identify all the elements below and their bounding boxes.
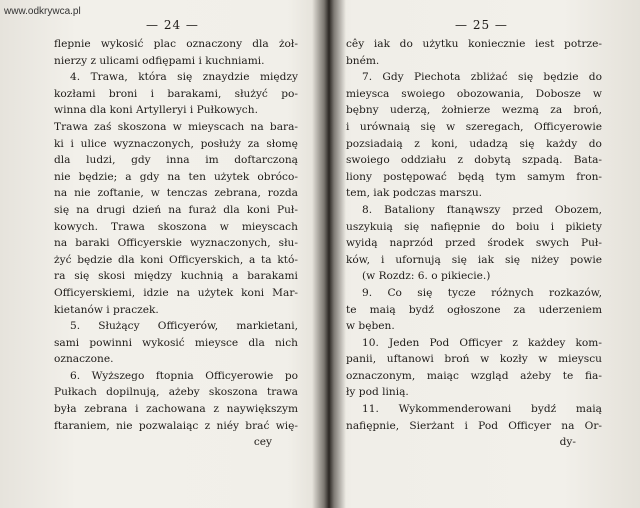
text-line: dy- — [559, 436, 576, 449]
text-line: ły pod linią. — [346, 386, 409, 399]
text-line: na baraki Officyerskie wyznaczonych, słu- — [54, 237, 298, 250]
text-line: nie będzie; a gdy na ten użytek obróco- — [54, 170, 298, 183]
text-line: (w Rozdz: 6. o pikiecie.) — [362, 270, 491, 283]
text-line: 6. Wyższego ftopnia Officyerowie po — [70, 369, 298, 382]
text-line: swoiego oddziału z dobytą szpadą. Bata- — [346, 154, 602, 167]
text-line: cêy iak do użytku koniecznie iest potrze- — [346, 38, 602, 50]
text-line: 7. Gdy Piechota zbliżać się będzie do — [362, 71, 602, 84]
text-line: bném. — [346, 54, 380, 67]
text-line: kowych. Trawa skoszona w mieyscach — [54, 220, 298, 233]
text-line: Trawa zaś skoszona w mieyscach na bara- — [54, 120, 298, 133]
text-line: była zebrana i zachowana z naywiększym — [54, 403, 298, 416]
text-line: na nie zoftanie, w tenczas zebrana, rozda — [54, 187, 298, 200]
text-line: nafiępnie, Sierżant i Pod Officyer na Or- — [346, 419, 602, 432]
text-line: cey — [253, 436, 272, 449]
text-line: te maią bydź ogłoszone za uderzeniem — [346, 303, 602, 316]
text-line: się na drugi dzień na furaż dla koni Puł- — [54, 203, 298, 216]
text-line: i urównaią się w szeregach, Officyerowie — [346, 120, 602, 133]
text-line: nierzy z ulicami odfiępami i kuchniami. — [54, 54, 265, 67]
text-line: Pułkach dopilnują, ażeby skoszona trawa — [54, 386, 298, 399]
text-line: kietanów i praczek. — [54, 303, 159, 316]
text-line: liony postępować będą tym samym fron- — [346, 170, 602, 183]
text-line: żyć będzie dla koni Officyerskich, a ta któ- — [54, 253, 298, 266]
text-line: oznaczone. — [54, 353, 114, 366]
right-page-number: — 25 — — [455, 18, 508, 32]
text-line: pozsiadaią z koni, udadzą się każdy do — [346, 137, 602, 150]
text-line: 8. Bataliony ftanąwszy przed Obozem, — [362, 203, 602, 216]
text-line: dla ludzi, gdy inna im doftarczoną — [54, 154, 298, 167]
text-line: Officyerskiemi, idzie na użytek koni Mar- — [54, 286, 298, 299]
text-line: 9. Co się tycze różnych rozkazów, — [362, 286, 602, 299]
text-line: flepnie wykosić plac oznaczony dla żoł- — [54, 38, 298, 50]
text-line: ków, i ufornują się iak się niżey powie — [346, 253, 602, 266]
text-line: ftaraniem, nie pozwalaiąc z niéy brać wię- — [54, 419, 298, 432]
left-page-text — [54, 36, 298, 451]
text-line: uszykuią się nafiępnie do boiu i pikiety — [346, 220, 602, 233]
text-line: panii, uftanowi broń w kozły w mieyscu — [346, 353, 602, 366]
text-line: bębny uderzą, żołnierze wezmą za broń, — [346, 104, 602, 117]
text-line: wyidą naprzód przed środek swych Puł- — [346, 237, 602, 250]
text-line: 11. Wykommenderowani bydź maią — [362, 403, 602, 416]
text-line: 4. Trawa, która się znaydzie między — [70, 71, 298, 84]
text-line: w bęben. — [346, 320, 395, 333]
text-line: kozłami broni i barakami, służyć po- — [54, 87, 298, 100]
book-gutter — [312, 0, 346, 508]
text-line: winna dla koni Artylleryi i Pułkowych. — [54, 104, 258, 117]
text-line: tem, iak podczas marszu. — [346, 187, 483, 200]
text-line: 5. Służący Officyerów, markietani, — [70, 320, 298, 333]
text-line: ra się skosi między kuchnią a barakami — [54, 270, 298, 283]
left-page-number: — 24 — — [146, 18, 199, 32]
right-page-text — [346, 36, 602, 451]
text-line: 10. Jeden Pod Officyer z każdey kom- — [362, 336, 602, 349]
text-line: mieysca swoiego obozowania, Dobosze w — [346, 87, 602, 100]
watermark: www.odkrywca.pl — [4, 6, 81, 17]
text-line: ki i ulice wyznaczonych, posłuży za słomę — [54, 137, 298, 150]
text-line: oznaczonym, maiąc wzgląd ażeby te fia- — [346, 369, 602, 382]
text-line: sami powinni wykosić mieysce dla nich — [54, 336, 298, 349]
